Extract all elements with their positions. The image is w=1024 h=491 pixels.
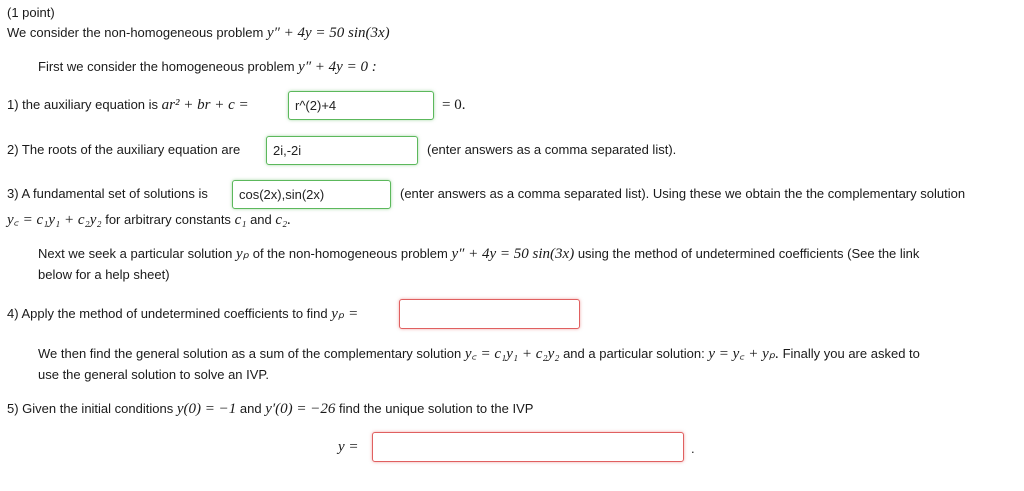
- q4-line: [7, 305, 358, 323]
- particular-text2: of the non-homogeneous problem: [252, 246, 448, 261]
- homogeneous-equation: y″ + 4y = 0 :: [298, 59, 377, 75]
- particular-line1: [38, 245, 919, 263]
- homogeneous-text: First we consider the homogeneous problem: [38, 59, 295, 74]
- c2-symbol: c₂.: [275, 212, 292, 228]
- particular-solution-input[interactable]: [399, 299, 580, 329]
- q3-text: 3) A fundamental set of solutions is: [7, 186, 208, 201]
- q3-hint: (enter answers as a comma separated list). Using these we obtain the the complementary solution: [400, 186, 966, 201]
- q5-cond2: y′(0) = −26: [265, 401, 336, 417]
- fundamental-set-input[interactable]: [232, 180, 391, 209]
- auxiliary-equation-input[interactable]: [288, 91, 434, 120]
- q2-hint: (enter answers as a comma separated list).: [427, 142, 677, 157]
- ivp-solution-input[interactable]: [372, 432, 684, 462]
- q5-expr: y =: [338, 439, 359, 455]
- general-expr2: y = y꜀ + yₚ.: [708, 346, 779, 362]
- general-text3: Finally you are asked to: [782, 346, 920, 361]
- general-text2: and a particular solution:: [563, 346, 705, 361]
- q3-line2: [7, 211, 291, 229]
- q5-and: and: [239, 401, 262, 416]
- particular-equation: y″ + 4y = 50 sin(3x): [451, 246, 575, 262]
- q4-expr: yₚ =: [331, 306, 359, 322]
- complementary-expr: y꜀ = c₁y₁ + c₂y₂: [7, 212, 102, 228]
- q5-text2: find the unique solution to the IVP: [339, 401, 534, 416]
- particular-text1: Next we seek a particular solution: [38, 246, 233, 261]
- q5-cond1: y(0) = −1: [176, 401, 237, 417]
- particular-yp: yₚ: [236, 246, 250, 262]
- particular-text3: using the method of undetermined coefficients (See the link: [577, 246, 920, 261]
- points-label: (1 point): [7, 5, 55, 20]
- homogeneous-line: [38, 58, 377, 76]
- q5-suffix: .: [691, 441, 695, 456]
- c1-symbol: c₁: [234, 212, 247, 228]
- q5-text: 5) Given the initial conditions: [7, 401, 174, 416]
- intro-equation: y″ + 4y = 50 sin(3x): [266, 25, 390, 41]
- intro-line: [7, 24, 390, 42]
- q3-line2-text: for arbitrary constants: [105, 212, 231, 227]
- general-line1: [38, 345, 920, 363]
- general-text1: We then find the general solution as a sum of the complementary solution: [38, 346, 462, 361]
- intro-text: We consider the non-homogeneous problem: [7, 25, 264, 40]
- q4-text: 4) Apply the method of undetermined coefficients to find: [7, 306, 328, 321]
- q5-line: [7, 400, 533, 418]
- general-expr1: y꜀ = c₁y₁ + c₂y₂: [464, 346, 560, 362]
- particular-line2: below for a help sheet): [38, 267, 170, 282]
- q2-text: 2) The roots of the auxiliary equation are: [7, 142, 241, 157]
- q1-suffix: = 0.: [442, 97, 466, 113]
- q1-text: 1) the auxiliary equation is: [7, 97, 159, 112]
- q1-expr: ar² + br + c =: [161, 97, 249, 113]
- roots-input[interactable]: [266, 136, 418, 165]
- q1-line: [7, 96, 249, 114]
- q3-and: and: [250, 212, 272, 227]
- general-line2: use the general solution to solve an IVP.: [38, 367, 270, 382]
